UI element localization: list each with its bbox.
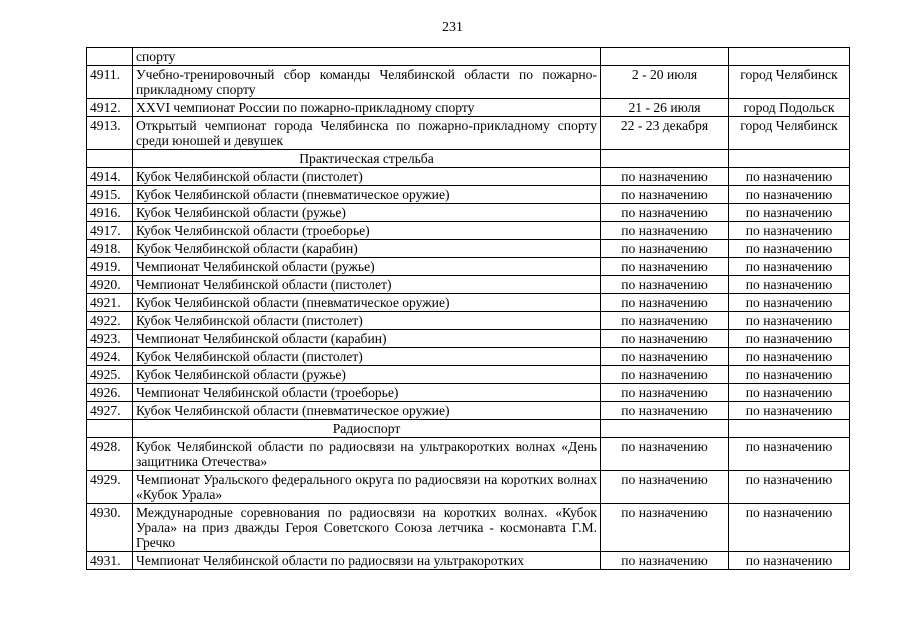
event-number: 4931. [87,552,133,570]
event-number: 4914. [87,168,133,186]
event-title: Кубок Челябинской области (ружье) [133,204,601,222]
event-number: 4920. [87,276,133,294]
event-place: по назначению [729,402,850,420]
event-title: XXVI чемпионат России по пожарно-прикладному спорту [133,99,601,117]
event-number: 4929. [87,471,133,504]
event-title: спорту [133,48,601,66]
event-date: по назначению [601,504,729,552]
event-place: по назначению [729,240,850,258]
event-place: по назначению [729,312,850,330]
event-number: 4922. [87,312,133,330]
table-row [87,402,850,420]
event-title: Учебно-тренировочный сбор команды Челябинской области по пожарно-прикладному спорту [133,66,601,99]
table-row [87,222,850,240]
event-number: 4911. [87,66,133,99]
event-title: Чемпионат Челябинской области (карабин) [133,330,601,348]
section-header-row [87,150,850,168]
events-table [86,47,850,570]
event-place: по назначению [729,366,850,384]
table-row [87,384,850,402]
section-num-cell [87,150,133,168]
table-row [87,99,850,117]
event-title: Кубок Челябинской области (пистолет) [133,348,601,366]
event-date: по назначению [601,348,729,366]
event-date: 21 - 26 июля [601,99,729,117]
event-place: по назначению [729,222,850,240]
section-title: Практическая стрельба [133,150,601,168]
event-place: по назначению [729,204,850,222]
event-title: Чемпионат Челябинской области (троеборье) [133,384,601,402]
table-row [87,312,850,330]
event-number: 4916. [87,204,133,222]
event-place: по назначению [729,168,850,186]
event-title: Кубок Челябинской области (пневматическое оружие) [133,402,601,420]
event-title: Открытый чемпионат города Челябинска по пожарно-прикладному спорту среди юношей и девушек [133,117,601,150]
event-title: Кубок Челябинской области (ружье) [133,366,601,384]
event-place: по назначению [729,438,850,471]
section-title: Радиоспорт [133,420,601,438]
section-place-cell [729,150,850,168]
event-date: по назначению [601,168,729,186]
event-number: 4919. [87,258,133,276]
event-date: по назначению [601,186,729,204]
event-date: по назначению [601,312,729,330]
event-title: Кубок Челябинской области (пневматическое оружие) [133,294,601,312]
event-place: по назначению [729,504,850,552]
table-row [87,294,850,312]
event-date: по назначению [601,384,729,402]
event-date: по назначению [601,330,729,348]
table-row [87,240,850,258]
event-date: по назначению [601,240,729,258]
event-title: Кубок Челябинской области (пистолет) [133,312,601,330]
table-row [87,117,850,150]
event-number: 4928. [87,438,133,471]
event-place: по назначению [729,471,850,504]
event-number: 4921. [87,294,133,312]
event-number: 4918. [87,240,133,258]
event-place: по назначению [729,552,850,570]
event-title: Кубок Челябинской области по радиосвязи на ультракоротких волнах «День защитника Отечества» [133,438,601,471]
table-row [87,48,850,66]
event-title: Кубок Челябинской области (пневматическое оружие) [133,186,601,204]
event-number: 4912. [87,99,133,117]
event-date: по назначению [601,552,729,570]
table-row [87,258,850,276]
event-number [87,48,133,66]
table-row [87,366,850,384]
event-date: 22 - 23 декабря [601,117,729,150]
event-place: по назначению [729,258,850,276]
event-place: по назначению [729,276,850,294]
event-place: город Подольск [729,99,850,117]
event-number: 4923. [87,330,133,348]
event-number: 4917. [87,222,133,240]
event-number: 4915. [87,186,133,204]
event-number: 4924. [87,348,133,366]
event-date: по назначению [601,402,729,420]
section-place-cell [729,420,850,438]
event-place: по назначению [729,348,850,366]
event-date: по назначению [601,222,729,240]
event-title: Кубок Челябинской области (троеборье) [133,222,601,240]
event-place: по назначению [729,384,850,402]
event-place [729,48,850,66]
event-title: Чемпионат Уральского федерального округа по радиосвязи на коротких волнах «Кубок Урала» [133,471,601,504]
event-place: по назначению [729,330,850,348]
event-title: Чемпионат Челябинской области (пистолет) [133,276,601,294]
table-row [87,348,850,366]
event-title: Кубок Челябинской области (карабин) [133,240,601,258]
event-place: по назначению [729,186,850,204]
event-place: город Челябинск [729,66,850,99]
event-title: Кубок Челябинской области (пистолет) [133,168,601,186]
section-date-cell [601,420,729,438]
event-date: 2 - 20 июля [601,66,729,99]
event-date: по назначению [601,366,729,384]
event-place: город Челябинск [729,117,850,150]
event-date: по назначению [601,204,729,222]
event-date: по назначению [601,471,729,504]
event-number: 4927. [87,402,133,420]
section-header-row [87,420,850,438]
table-row [87,330,850,348]
table-row [87,438,850,471]
section-num-cell [87,420,133,438]
event-date [601,48,729,66]
table-row [87,276,850,294]
event-date: по назначению [601,276,729,294]
event-title: Чемпионат Челябинской области (ружье) [133,258,601,276]
event-place: по назначению [729,294,850,312]
table-row [87,552,850,570]
event-number: 4925. [87,366,133,384]
table-row [87,504,850,552]
event-title: Чемпионат Челябинской области по радиосвязи на ультракоротких [133,552,601,570]
section-date-cell [601,150,729,168]
table-row [87,471,850,504]
event-number: 4913. [87,117,133,150]
event-title: Международные соревнования по радиосвязи на коротких волнах. «Кубок Урала» на приз дважды Героя Советского Союза летчика - космонавта Г.М. Гречко [133,504,601,552]
table-row [87,168,850,186]
event-date: по назначению [601,258,729,276]
event-number: 4926. [87,384,133,402]
table-row [87,186,850,204]
event-date: по назначению [601,438,729,471]
page-number: 231 [442,20,463,35]
events-table-body [87,48,850,570]
table-row [87,204,850,222]
event-number: 4930. [87,504,133,552]
table-row [87,66,850,99]
event-date: по назначению [601,294,729,312]
